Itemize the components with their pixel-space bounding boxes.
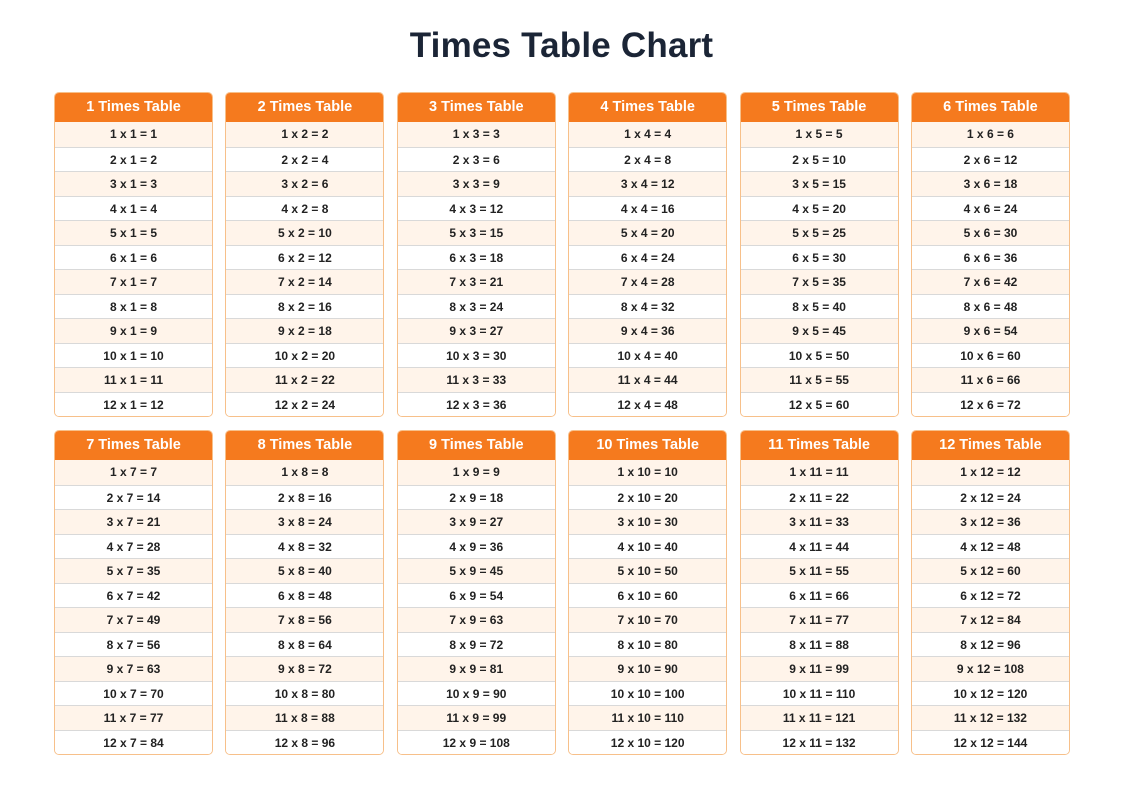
table-row: 2 x 11 = 22 [741, 485, 898, 510]
table-row: 1 x 5 = 5 [741, 122, 898, 147]
table-row: 2 x 2 = 4 [226, 147, 383, 172]
times-table-body [398, 460, 555, 754]
table-row: 2 x 10 = 20 [569, 485, 726, 510]
times-table-body [912, 122, 1069, 416]
table-row: 9 x 5 = 45 [741, 318, 898, 343]
times-table-card-7 [54, 430, 213, 755]
table-row: 6 x 9 = 54 [398, 583, 555, 608]
table-row: 8 x 7 = 56 [55, 632, 212, 657]
table-row: 3 x 3 = 9 [398, 171, 555, 196]
table-row: 11 x 7 = 77 [55, 705, 212, 730]
table-row: 7 x 12 = 84 [912, 607, 1069, 632]
table-row: 4 x 4 = 16 [569, 196, 726, 221]
table-row: 7 x 1 = 7 [55, 269, 212, 294]
table-row: 6 x 2 = 12 [226, 245, 383, 270]
table-row: 3 x 6 = 18 [912, 171, 1069, 196]
table-row: 3 x 7 = 21 [55, 509, 212, 534]
table-row: 12 x 2 = 24 [226, 392, 383, 417]
table-row: 11 x 6 = 66 [912, 367, 1069, 392]
times-table-body [741, 122, 898, 416]
table-row: 12 x 10 = 120 [569, 730, 726, 755]
table-row: 8 x 1 = 8 [55, 294, 212, 319]
times-table-card-1 [54, 92, 213, 417]
times-table-header: 1 Times Table [55, 93, 212, 122]
table-row: 7 x 8 = 56 [226, 607, 383, 632]
table-row: 10 x 1 = 10 [55, 343, 212, 368]
table-row: 5 x 8 = 40 [226, 558, 383, 583]
table-row: 4 x 6 = 24 [912, 196, 1069, 221]
times-table-body [912, 460, 1069, 754]
table-row: 1 x 7 = 7 [55, 460, 212, 485]
table-row: 1 x 10 = 10 [569, 460, 726, 485]
table-row: 12 x 9 = 108 [398, 730, 555, 755]
page-title: Times Table Chart [409, 26, 714, 65]
table-row: 7 x 7 = 49 [55, 607, 212, 632]
table-row: 6 x 6 = 36 [912, 245, 1069, 270]
times-table-body [569, 122, 726, 416]
table-row: 3 x 1 = 3 [55, 171, 212, 196]
table-row: 11 x 9 = 99 [398, 705, 555, 730]
table-row: 8 x 10 = 80 [569, 632, 726, 657]
table-row: 6 x 8 = 48 [226, 583, 383, 608]
times-table-body [741, 460, 898, 754]
times-table-header: 5 Times Table [741, 93, 898, 122]
table-row: 4 x 1 = 4 [55, 196, 212, 221]
table-row: 5 x 4 = 20 [569, 220, 726, 245]
table-row: 10 x 10 = 100 [569, 681, 726, 706]
table-row: 5 x 6 = 30 [912, 220, 1069, 245]
table-row: 9 x 10 = 90 [569, 656, 726, 681]
table-row: 5 x 11 = 55 [741, 558, 898, 583]
table-row: 6 x 12 = 72 [912, 583, 1069, 608]
table-row: 2 x 1 = 2 [55, 147, 212, 172]
times-table-card-3 [397, 92, 556, 417]
table-row: 5 x 10 = 50 [569, 558, 726, 583]
times-table-header: 10 Times Table [569, 431, 726, 460]
table-row: 10 x 4 = 40 [569, 343, 726, 368]
times-table-body [55, 460, 212, 754]
table-row: 10 x 11 = 110 [741, 681, 898, 706]
table-row: 11 x 2 = 22 [226, 367, 383, 392]
table-row: 11 x 12 = 132 [912, 705, 1069, 730]
table-row: 8 x 3 = 24 [398, 294, 555, 319]
table-row: 8 x 11 = 88 [741, 632, 898, 657]
table-row: 3 x 12 = 36 [912, 509, 1069, 534]
table-row: 10 x 2 = 20 [226, 343, 383, 368]
table-row: 10 x 5 = 50 [741, 343, 898, 368]
table-row: 3 x 5 = 15 [741, 171, 898, 196]
table-row: 1 x 2 = 2 [226, 122, 383, 147]
table-row: 3 x 10 = 30 [569, 509, 726, 534]
table-row: 1 x 8 = 8 [226, 460, 383, 485]
table-row: 9 x 3 = 27 [398, 318, 555, 343]
table-row: 7 x 3 = 21 [398, 269, 555, 294]
table-row: 9 x 8 = 72 [226, 656, 383, 681]
table-row: 8 x 9 = 72 [398, 632, 555, 657]
times-table-body [226, 460, 383, 754]
table-row: 1 x 12 = 12 [912, 460, 1069, 485]
table-row: 1 x 1 = 1 [55, 122, 212, 147]
table-row: 7 x 6 = 42 [912, 269, 1069, 294]
times-table-body [569, 460, 726, 754]
table-row: 1 x 9 = 9 [398, 460, 555, 485]
table-row: 4 x 9 = 36 [398, 534, 555, 559]
table-row: 5 x 5 = 25 [741, 220, 898, 245]
times-table-header: 3 Times Table [398, 93, 555, 122]
table-row: 11 x 10 = 110 [569, 705, 726, 730]
times-table-header: 12 Times Table [912, 431, 1069, 460]
times-table-header: 11 Times Table [741, 431, 898, 460]
table-row: 11 x 4 = 44 [569, 367, 726, 392]
table-row: 12 x 11 = 132 [741, 730, 898, 755]
table-row: 1 x 11 = 11 [741, 460, 898, 485]
times-table-body [398, 122, 555, 416]
table-row: 3 x 11 = 33 [741, 509, 898, 534]
table-row: 12 x 5 = 60 [741, 392, 898, 417]
table-row: 3 x 8 = 24 [226, 509, 383, 534]
table-row: 11 x 5 = 55 [741, 367, 898, 392]
times-table-grid [54, 92, 1070, 755]
table-row: 10 x 12 = 120 [912, 681, 1069, 706]
table-row: 6 x 7 = 42 [55, 583, 212, 608]
table-row: 8 x 12 = 96 [912, 632, 1069, 657]
table-row: 9 x 9 = 81 [398, 656, 555, 681]
table-row: 11 x 1 = 11 [55, 367, 212, 392]
table-row: 9 x 2 = 18 [226, 318, 383, 343]
times-table-card-9 [397, 430, 556, 755]
table-row: 7 x 10 = 70 [569, 607, 726, 632]
table-row: 5 x 12 = 60 [912, 558, 1069, 583]
table-row: 3 x 9 = 27 [398, 509, 555, 534]
table-row: 6 x 5 = 30 [741, 245, 898, 270]
table-row: 4 x 11 = 44 [741, 534, 898, 559]
table-row: 9 x 6 = 54 [912, 318, 1069, 343]
table-row: 8 x 6 = 48 [912, 294, 1069, 319]
table-row: 10 x 8 = 80 [226, 681, 383, 706]
table-row: 9 x 1 = 9 [55, 318, 212, 343]
table-row: 9 x 12 = 108 [912, 656, 1069, 681]
table-row: 12 x 1 = 12 [55, 392, 212, 417]
times-table-header: 9 Times Table [398, 431, 555, 460]
table-row: 2 x 7 = 14 [55, 485, 212, 510]
table-row: 4 x 12 = 48 [912, 534, 1069, 559]
table-row: 2 x 4 = 8 [569, 147, 726, 172]
table-row: 8 x 5 = 40 [741, 294, 898, 319]
table-row: 1 x 3 = 3 [398, 122, 555, 147]
table-row: 9 x 11 = 99 [741, 656, 898, 681]
times-table-card-11 [740, 430, 899, 755]
table-row: 9 x 7 = 63 [55, 656, 212, 681]
table-row: 10 x 7 = 70 [55, 681, 212, 706]
table-row: 2 x 12 = 24 [912, 485, 1069, 510]
table-row: 6 x 10 = 60 [569, 583, 726, 608]
times-table-header: 8 Times Table [226, 431, 383, 460]
table-row: 6 x 11 = 66 [741, 583, 898, 608]
table-row: 12 x 4 = 48 [569, 392, 726, 417]
table-row: 5 x 1 = 5 [55, 220, 212, 245]
table-row: 2 x 8 = 16 [226, 485, 383, 510]
table-row: 10 x 6 = 60 [912, 343, 1069, 368]
table-row: 2 x 9 = 18 [398, 485, 555, 510]
times-table-card-2 [225, 92, 384, 417]
table-row: 8 x 8 = 64 [226, 632, 383, 657]
table-row: 9 x 4 = 36 [569, 318, 726, 343]
table-row: 1 x 6 = 6 [912, 122, 1069, 147]
times-table-card-8 [225, 430, 384, 755]
table-row: 7 x 2 = 14 [226, 269, 383, 294]
table-row: 12 x 12 = 144 [912, 730, 1069, 755]
table-row: 7 x 5 = 35 [741, 269, 898, 294]
table-row: 7 x 4 = 28 [569, 269, 726, 294]
table-row: 6 x 4 = 24 [569, 245, 726, 270]
table-row: 12 x 6 = 72 [912, 392, 1069, 417]
table-row: 8 x 4 = 32 [569, 294, 726, 319]
table-row: 12 x 7 = 84 [55, 730, 212, 755]
table-row: 2 x 3 = 6 [398, 147, 555, 172]
table-row: 6 x 1 = 6 [55, 245, 212, 270]
times-table-card-5 [740, 92, 899, 417]
times-table-header: 7 Times Table [55, 431, 212, 460]
table-row: 3 x 2 = 6 [226, 171, 383, 196]
table-row: 4 x 5 = 20 [741, 196, 898, 221]
table-row: 5 x 7 = 35 [55, 558, 212, 583]
table-row: 11 x 3 = 33 [398, 367, 555, 392]
times-table-header: 4 Times Table [569, 93, 726, 122]
table-row: 11 x 8 = 88 [226, 705, 383, 730]
times-table-card-6 [911, 92, 1070, 417]
table-row: 12 x 3 = 36 [398, 392, 555, 417]
table-row: 3 x 4 = 12 [569, 171, 726, 196]
table-row: 2 x 6 = 12 [912, 147, 1069, 172]
table-row: 6 x 3 = 18 [398, 245, 555, 270]
times-table-body [55, 122, 212, 416]
table-row: 10 x 9 = 90 [398, 681, 555, 706]
times-table-card-12 [911, 430, 1070, 755]
table-row: 4 x 10 = 40 [569, 534, 726, 559]
times-table-card-4 [568, 92, 727, 417]
table-row: 4 x 7 = 28 [55, 534, 212, 559]
table-row: 4 x 2 = 8 [226, 196, 383, 221]
table-row: 8 x 2 = 16 [226, 294, 383, 319]
table-row: 7 x 11 = 77 [741, 607, 898, 632]
times-table-header: 2 Times Table [226, 93, 383, 122]
table-row: 11 x 11 = 121 [741, 705, 898, 730]
table-row: 10 x 3 = 30 [398, 343, 555, 368]
table-row: 5 x 2 = 10 [226, 220, 383, 245]
table-row: 5 x 3 = 15 [398, 220, 555, 245]
times-table-body [226, 122, 383, 416]
table-row: 2 x 5 = 10 [741, 147, 898, 172]
table-row: 7 x 9 = 63 [398, 607, 555, 632]
times-table-card-10 [568, 430, 727, 755]
table-row: 4 x 3 = 12 [398, 196, 555, 221]
table-row: 1 x 4 = 4 [569, 122, 726, 147]
times-table-header: 6 Times Table [912, 93, 1069, 122]
table-row: 5 x 9 = 45 [398, 558, 555, 583]
table-row: 4 x 8 = 32 [226, 534, 383, 559]
table-row: 12 x 8 = 96 [226, 730, 383, 755]
